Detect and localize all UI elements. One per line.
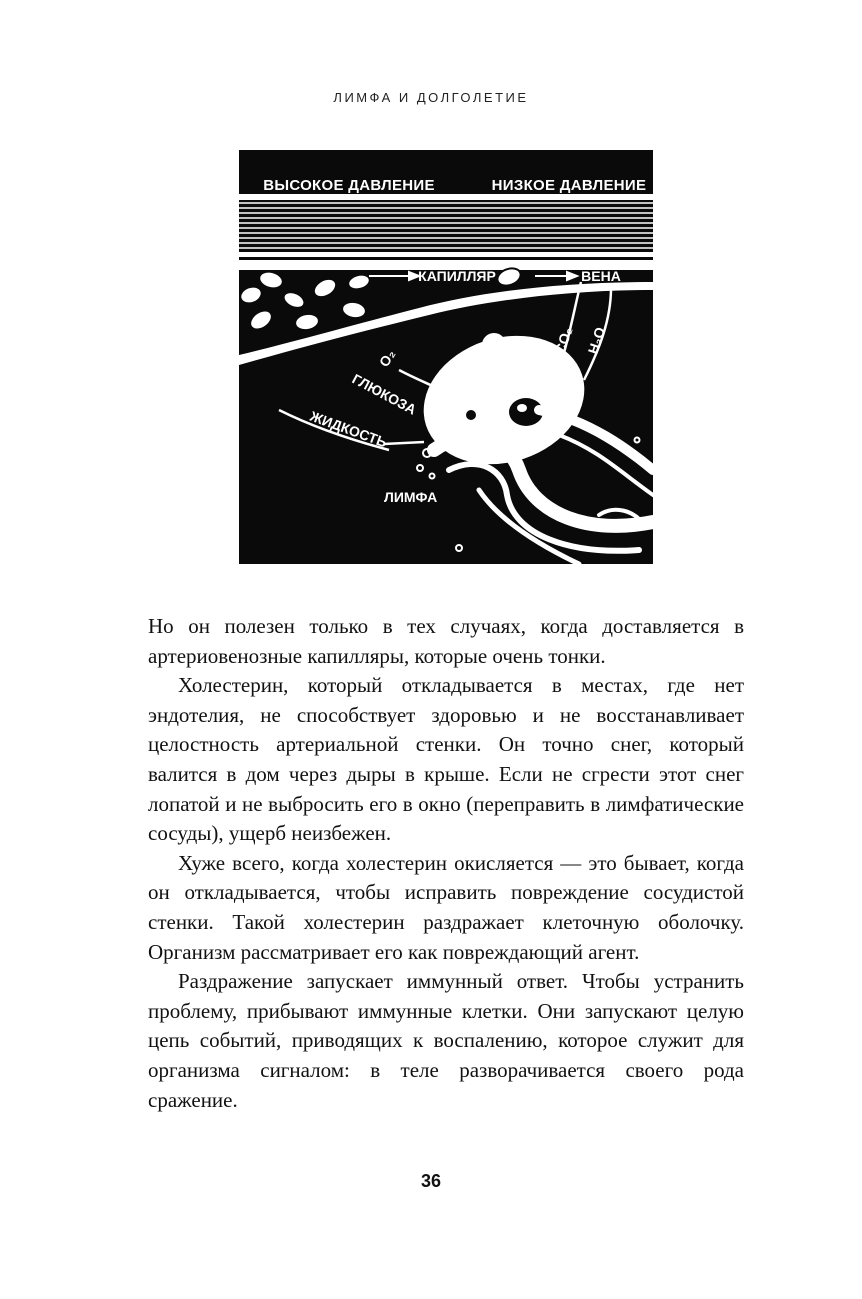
paragraph: Хуже всего, когда холестерин окисляется — это бывает, когда он откладывается, чтобы исправить повреждение сосудистой стенки. Такой холестерин раздражает клеточную оболочку. Организм рассматривает его как повреждающий агент. bbox=[148, 850, 744, 964]
vessel-wall-hatching bbox=[239, 198, 653, 248]
page-number: 36 bbox=[420, 1171, 442, 1191]
vein-label: ВЕНА bbox=[581, 268, 621, 284]
lymph-label: ЛИМФА bbox=[384, 489, 438, 505]
paragraph: Но он полезен только в тех случаях, когда доставляется в артериовенозные капилляры, которые очень тонки. bbox=[148, 614, 744, 668]
o2-label: O₂ bbox=[375, 346, 399, 370]
glucose-label: ГЛЮКОЗА bbox=[349, 370, 420, 418]
fluid-label: ЖИДКОСТЬ bbox=[307, 407, 390, 451]
running-header: ЛИМФА И ДОЛГОЛЕТИЕ bbox=[333, 90, 529, 105]
h2o-label: H₂O bbox=[584, 325, 609, 356]
paragraph: Раздражение запускает иммунный ответ. Чтобы устранить проблему, прибывают иммунные клетки. Они запускают целую цепь событий, приводящих к воспалению, которое служит для организма сигналом: в теле разворачивается своего рода сражение. bbox=[148, 969, 744, 1112]
high-pressure-label: ВЫСОКОЕ ДАВЛЕНИЕ bbox=[263, 177, 435, 194]
capillary-label: КАПИЛЛЯР bbox=[418, 268, 496, 284]
co2-label: CO₂ bbox=[551, 325, 576, 356]
low-pressure-label: НИЗКОЕ ДАВЛЕНИЕ bbox=[491, 177, 647, 194]
cell bbox=[407, 316, 601, 485]
body-text bbox=[148, 612, 744, 1115]
capillary-illustration bbox=[239, 150, 653, 564]
paragraph: Холестерин, который откладывается в местах, где нет эндотелия, не способствует здоровью и не восстанавливает целостность артериальной стенки. Он точно снег, который валится в дом через дыры в крыше. Если не сгрести этот снег лопатой и не выбросить его в окно (переправить в лимфатические сосуды), ущерб неизбежен. bbox=[148, 673, 744, 846]
